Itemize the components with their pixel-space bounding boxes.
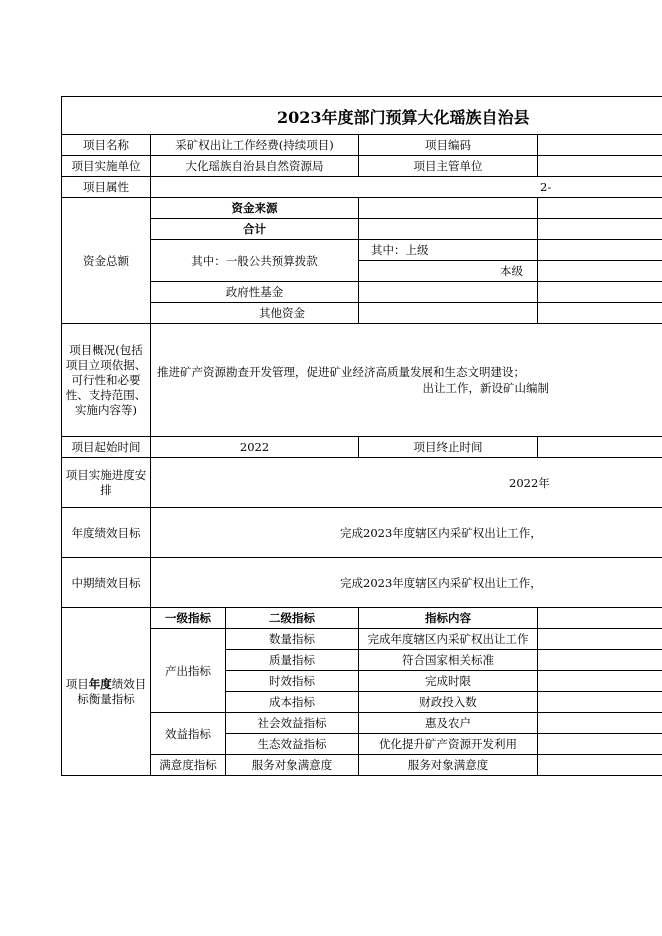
fund-gov-col2 <box>538 282 662 303</box>
row-overview <box>62 324 662 437</box>
indicator-row <box>62 755 662 776</box>
fund-source-col1 <box>359 198 538 219</box>
header-extra <box>538 608 662 629</box>
content-cell: 优化提升矿产资源开发利用 <box>359 734 538 755</box>
row-impl-unit <box>62 156 662 177</box>
indicator-label: 项目年度绩效目标衡量指标 <box>62 608 151 776</box>
project-code-value <box>538 135 662 156</box>
overview-text <box>151 324 662 437</box>
impl-unit-label: 项目实施单位 <box>62 156 151 177</box>
extra-cell <box>538 713 662 734</box>
progress-value: 2022年 <box>151 458 662 508</box>
attribute-label: 项目属性 <box>62 177 151 198</box>
indicator-row <box>62 629 662 650</box>
fund-source-header: 资金来源 <box>151 198 359 219</box>
row-fund-gov <box>62 282 662 303</box>
impl-unit-value: 大化瑶族自治县自然资源局 <box>151 156 359 177</box>
row-attribute <box>62 177 662 198</box>
budget-table <box>61 134 662 776</box>
row-project-name <box>62 135 662 156</box>
row-fund-upper <box>62 240 662 261</box>
extra-cell <box>538 734 662 755</box>
content-cell: 完成年度辖区内采矿权出让工作 <box>359 629 538 650</box>
fund-local-value <box>538 261 662 282</box>
fund-gov-col1 <box>359 282 538 303</box>
project-code-label: 项目编码 <box>359 135 538 156</box>
level2-cell: 成本指标 <box>226 692 359 713</box>
budget-sheet <box>61 96 662 784</box>
sheet-title: 2023年度部门预算大化瑶族自治县 <box>277 108 530 127</box>
row-progress <box>62 458 662 508</box>
header-level2: 二级指标 <box>226 608 359 629</box>
row-dates <box>62 437 662 458</box>
extra-cell <box>538 692 662 713</box>
fund-sum-col1 <box>359 219 538 240</box>
content-cell: 财政投入数 <box>359 692 538 713</box>
fund-sum-col2 <box>538 219 662 240</box>
header-level1: 一级指标 <box>151 608 226 629</box>
attribute-value: 2- <box>151 177 662 198</box>
indicator-row <box>62 713 662 734</box>
fund-other-col1 <box>359 303 538 324</box>
start-value: 2022 <box>151 437 359 458</box>
row-indicator-header <box>62 608 662 629</box>
fund-source-col2 <box>538 198 662 219</box>
content-cell: 惠及农户 <box>359 713 538 734</box>
annual-goal-label: 年度绩效目标 <box>62 508 151 558</box>
fund-general-label: 其中：一般公共预算拨款 <box>151 240 359 282</box>
overview-line-2: 出让工作，新设矿山编制 <box>422 381 550 395</box>
extra-cell <box>538 671 662 692</box>
content-cell: 符合国家相关标准 <box>359 650 538 671</box>
content-cell: 完成时限 <box>359 671 538 692</box>
mid-goal-label: 中期绩效目标 <box>62 558 151 608</box>
level2-cell: 时效指标 <box>226 671 359 692</box>
progress-label: 项目实施进度安排 <box>62 458 151 508</box>
supervisor-value <box>538 156 662 177</box>
extra-cell <box>538 629 662 650</box>
content-cell: 服务对象满意度 <box>359 755 538 776</box>
overview-line-1: 推进矿产资源勘查开发管理，促进矿业经济高质量发展和生态文明建设； <box>157 365 525 379</box>
end-label: 项目终止时间 <box>359 437 538 458</box>
level2-cell: 社会效益指标 <box>226 713 359 734</box>
output-indicator-label: 产出指标 <box>151 629 226 713</box>
header-content: 指标内容 <box>359 608 538 629</box>
benefit-indicator-label: 效益指标 <box>151 713 226 755</box>
level2-cell: 生态效益指标 <box>226 734 359 755</box>
fund-upper-label: 其中：上级 <box>359 240 538 261</box>
fund-gov-label: 政府性基金 <box>151 282 359 303</box>
level2-cell: 数量指标 <box>226 629 359 650</box>
level2-cell: 服务对象满意度 <box>226 755 359 776</box>
start-label: 项目起始时间 <box>62 437 151 458</box>
row-fund-sum <box>62 219 662 240</box>
level2-cell: 质量指标 <box>226 650 359 671</box>
satisfaction-indicator-label: 满意度指标 <box>151 755 226 776</box>
end-value <box>538 437 662 458</box>
title-row <box>61 96 662 134</box>
row-annual-goal <box>62 508 662 558</box>
extra-cell <box>538 755 662 776</box>
fund-upper-value <box>538 240 662 261</box>
fund-other-col2 <box>538 303 662 324</box>
row-fund-other <box>62 303 662 324</box>
extra-cell <box>538 650 662 671</box>
overview-label: 项目概况(包括项目立项依据、可行性和必要性、支持范围、实施内容等) <box>62 324 151 437</box>
row-fund-source <box>62 198 662 219</box>
row-mid-goal <box>62 558 662 608</box>
fund-total-label: 资金总额 <box>62 198 151 324</box>
supervisor-label: 项目主管单位 <box>359 156 538 177</box>
fund-other-label: 其他资金 <box>151 303 359 324</box>
annual-goal-value: 完成2023年度辖区内采矿权出让工作， <box>151 508 662 558</box>
project-name-label: 项目名称 <box>62 135 151 156</box>
fund-sum-label: 合计 <box>151 219 359 240</box>
mid-goal-value: 完成2023年度辖区内采矿权出让工作， <box>151 558 662 608</box>
fund-local-label: 本级 <box>359 261 538 282</box>
project-name-value: 采矿权出让工作经费(持续项目) <box>151 135 359 156</box>
